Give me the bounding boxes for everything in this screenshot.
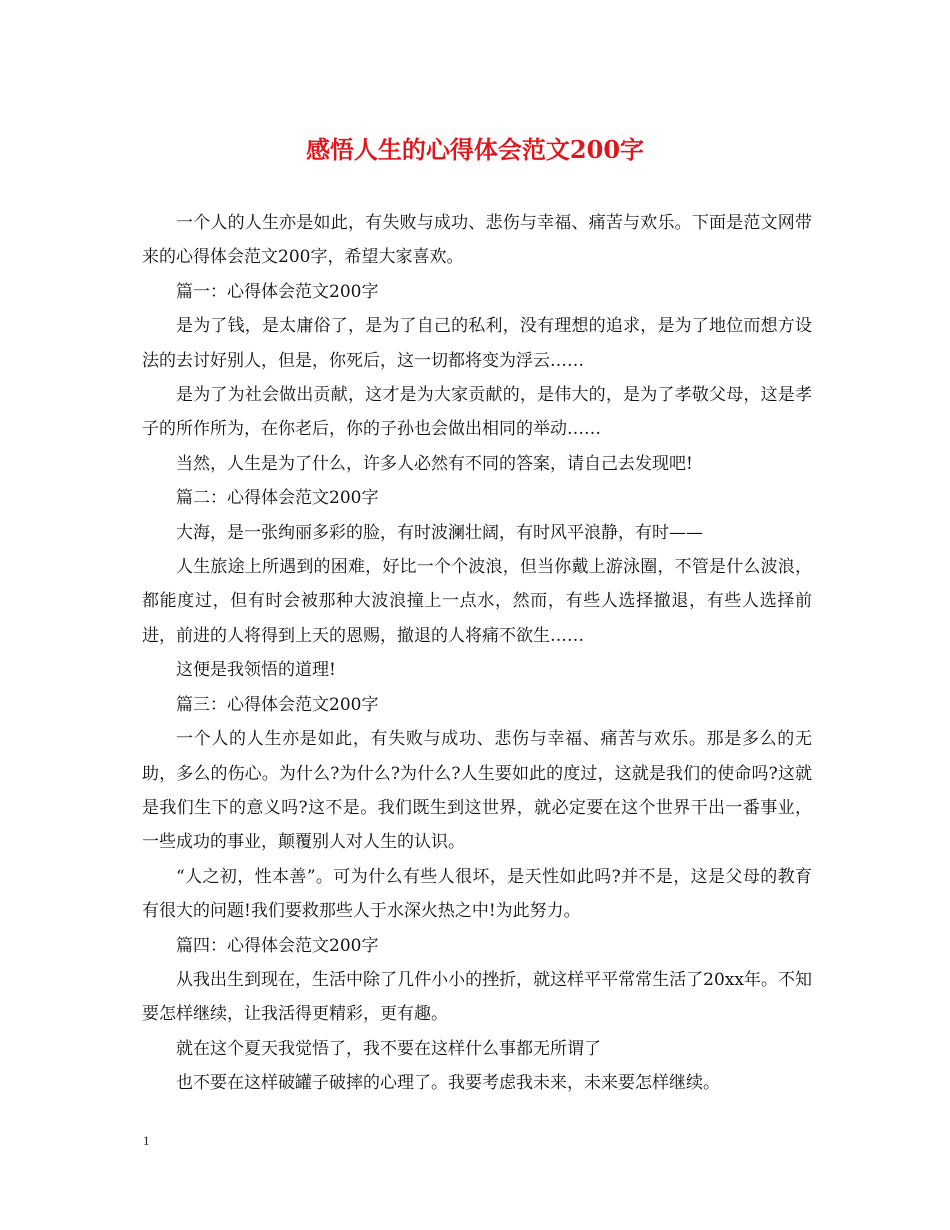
paragraph: 从我出生到现在，生活中除了几件小小的挫折，就这样平平常常生活了20xx年。不知要怎样继续，让我活得更精彩，更有趣。 xyxy=(142,969,812,1025)
paragraph: 是为了为社会做出贡献，这才是为大家贡献的，是伟大的，是为了孝敬父母，这是孝子的所作所为，在你老后，你的子孙也会做出相同的举动…… xyxy=(142,385,812,440)
paragraph: 大海，是一张绚丽多彩的脸，有时波澜壮阔，有时风平浪静，有时—— xyxy=(176,522,703,543)
paragraph: 是为了钱，是太庸俗了，是为了自己的私利，没有理想的追求，是为了地位而想方设法的去讨好别人，但是，你死后，这一切都将变为浮云…… xyxy=(142,316,812,371)
paragraph: 这便是我领悟的道理! xyxy=(176,660,336,681)
section-heading: 篇二：心得体会范文200字 xyxy=(176,488,379,509)
paragraph: 就在这个夏天我觉悟了，我不要在这样什么事都无所谓了 xyxy=(176,1038,601,1059)
section-heading: 篇三：心得体会范文200字 xyxy=(176,694,379,715)
document-body xyxy=(142,206,812,1101)
paragraph: 当然，人生是为了什么，许多人必然有不同的答案，请自己去发现吧! xyxy=(176,453,693,474)
paragraph: 人生旅途上所遇到的困难，好比一个个波浪，但当你戴上游泳圈，不管是什么波浪，都能度过，但有时会被那种大波浪撞上一点水，然而，有些人选择撤退，有些人选择前进，前进的人将得到上天的恩赐，撤退的人将痛不欲生…… xyxy=(142,557,812,646)
paragraph: “人之初，性本善”。可为什么有些人很坏，是天性如此吗?并不是，这是父母的教育有很大的问题!我们要救那些人于水深火热之中!为此努力。 xyxy=(142,866,812,922)
page-number: 1 xyxy=(143,1133,150,1148)
section-heading: 篇一：心得体会范文200字 xyxy=(176,281,379,302)
paragraph: 一个人的人生亦是如此，有失败与成功、悲伤与幸福、痛苦与欢乐。那是多么的无助，多么的伤心。为什么?为什么?为什么?人生要如此的度过，这就是我们的使命吗?这就是我们生下的意义吗?这不是。我们既生到这世界，就必定要在这个世界干出一番事业，一些成功的事业，颠覆别人对人生的认识。 xyxy=(142,729,812,853)
section-heading: 篇四：心得体会范文200字 xyxy=(176,935,379,956)
paragraph: 一个人的人生亦是如此，有失败与成功、悲伤与幸福、痛苦与欢乐。下面是范文网带来的心得体会范文200字，希望大家喜欢。 xyxy=(142,213,812,268)
paragraph: 也不要在这样破罐子破摔的心理了。我要考虑我未来，未来要怎样继续。 xyxy=(176,1073,720,1094)
document-title: 感悟人生的心得体会范文200字 xyxy=(305,135,645,164)
